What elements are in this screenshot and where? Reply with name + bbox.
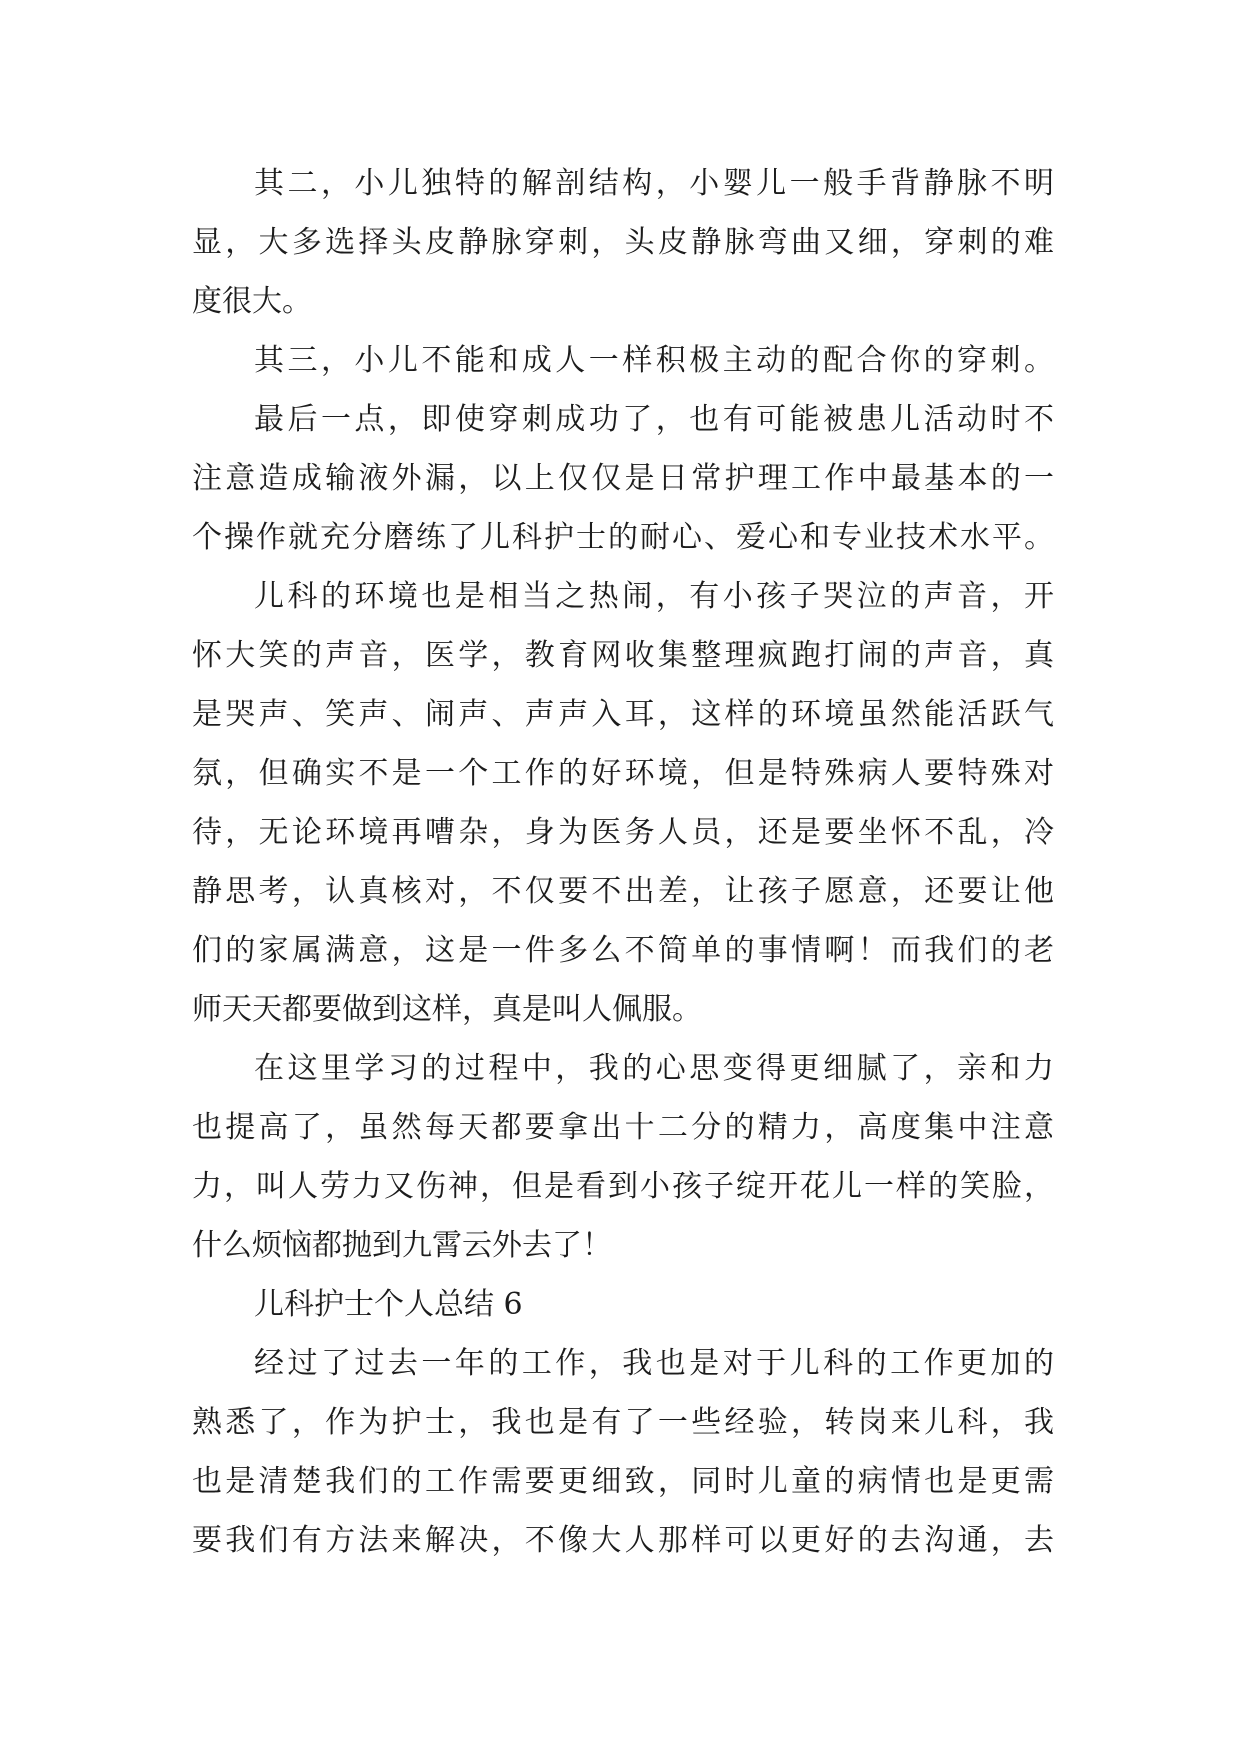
text-line: 熟悉了，作为护士，我也是有了一些经验，转岗来儿科，我 bbox=[192, 1405, 1054, 1440]
text-line: 是哭声、笑声、闹声、声声入耳，这样的环境虽然能活跃气 bbox=[192, 697, 1054, 732]
text-line: 也是清楚我们的工作需要更细致，同时儿童的病情也是更需 bbox=[192, 1464, 1054, 1499]
text-line: 师天天都要做到这样，真是叫人佩服。 bbox=[192, 992, 702, 1027]
document-body bbox=[192, 154, 1054, 1570]
text-line: 也提高了，虽然每天都要拿出十二分的精力，高度集中注意 bbox=[192, 1110, 1054, 1145]
text-line: 注意造成输液外漏，以上仅仅是日常护理工作中最基本的一 bbox=[192, 461, 1054, 496]
text-line: 在这里学习的过程中，我的心思变得更细腻了，亲和力 bbox=[254, 1051, 1054, 1086]
text-line: 最后一点，即使穿刺成功了，也有可能被患儿活动时不 bbox=[254, 402, 1054, 437]
text-line: 什么烦恼都抛到九霄云外去了！ bbox=[192, 1228, 612, 1263]
text-line: 们的家属满意，这是一件多么不简单的事情啊！而我们的老 bbox=[192, 933, 1054, 968]
text-line: 显，大多选择头皮静脉穿刺，头皮静脉弯曲又细，穿刺的难 bbox=[192, 225, 1054, 260]
text-line: 其三，小儿不能和成人一样积极主动的配合你的穿刺。 bbox=[254, 343, 1054, 378]
text-line: 儿科的环境也是相当之热闹，有小孩子哭泣的声音，开 bbox=[254, 579, 1054, 614]
text-line: 个操作就充分磨练了儿科护士的耐心、爱心和专业技术水平。 bbox=[192, 520, 1054, 555]
text-line: 氛，但确实不是一个工作的好环境，但是特殊病人要特殊对 bbox=[192, 756, 1054, 791]
text-line: 儿科护士个人总结 6 bbox=[254, 1287, 523, 1322]
text-line: 静思考，认真核对，不仅要不出差，让孩子愿意，还要让他 bbox=[192, 874, 1054, 909]
text-line: 要我们有方法来解决，不像大人那样可以更好的去沟通，去 bbox=[192, 1523, 1054, 1558]
text-line: 经过了过去一年的工作，我也是对于儿科的工作更加的 bbox=[254, 1346, 1054, 1381]
text-line: 怀大笑的声音，医学，教育网收集整理疯跑打闹的声音，真 bbox=[192, 638, 1054, 673]
text-line: 力，叫人劳力又伤神，但是看到小孩子绽开花儿一样的笑脸， bbox=[192, 1169, 1054, 1204]
text-line: 其二，小儿独特的解剖结构，小婴儿一般手背静脉不明 bbox=[254, 166, 1054, 201]
text-line: 度很大。 bbox=[192, 284, 312, 319]
text-line: 待，无论环境再嘈杂，身为医务人员，还是要坐怀不乱，冷 bbox=[192, 815, 1054, 850]
